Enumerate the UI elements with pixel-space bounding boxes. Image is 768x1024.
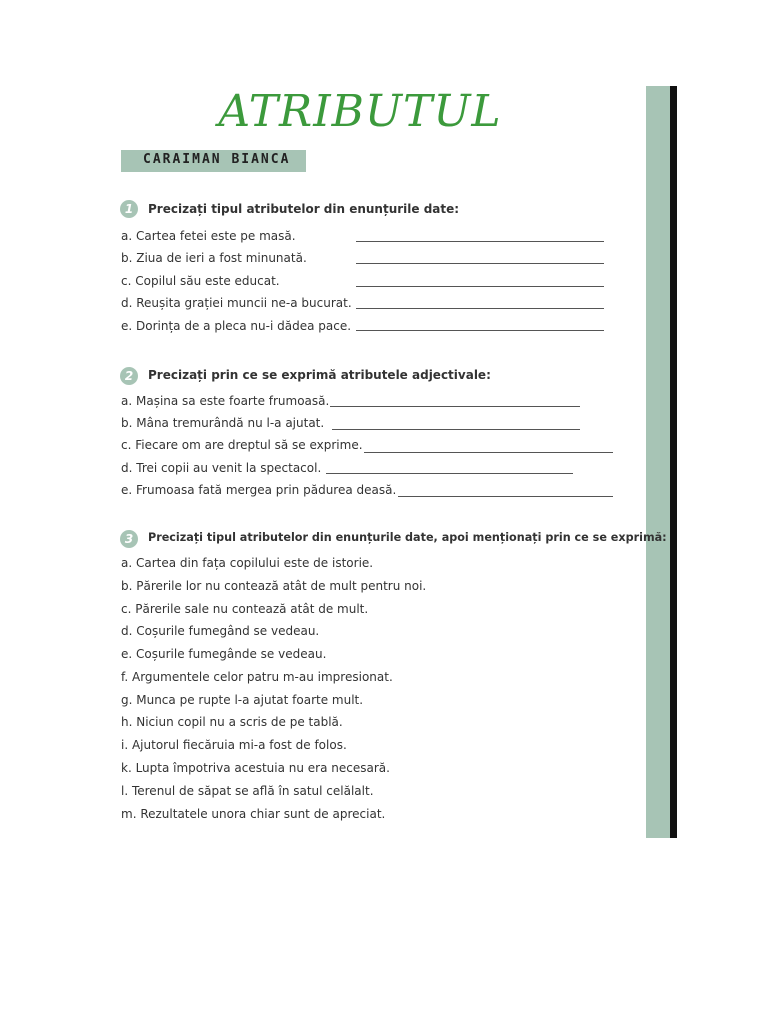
exercise-3-item: l. Terenul de săpat se află în satul celălalt. — [121, 784, 374, 798]
exercise-3-number-badge: 3 — [120, 530, 138, 548]
exercise-3-item: a. Cartea din fața copilului este de istorie. — [121, 556, 374, 570]
exercise-1-item: a. Cartea fetei este pe masă. — [121, 229, 296, 243]
exercise-1-item: e. Dorința de a pleca nu-i dădea pace. — [121, 319, 352, 333]
side-decoration-green — [646, 86, 670, 838]
exercise-3-item: i. Ajutorul fiecăruia mi-a fost de folos. — [121, 738, 347, 752]
exercise-1-heading: Precizați tipul atributelor din enunțurile date: — [148, 202, 460, 216]
exercise-1-answer-line[interactable] — [356, 330, 604, 331]
exercise-2-answer-line[interactable] — [326, 473, 573, 474]
exercise-2-number-badge: 2 — [120, 367, 138, 385]
exercise-1-answer-line[interactable] — [356, 308, 604, 309]
exercise-1-answer-line[interactable] — [356, 263, 604, 264]
exercise-3-item: g. Munca pe rupte l-a ajutat foarte mult. — [121, 693, 364, 707]
exercise-2-answer-line[interactable] — [398, 496, 613, 497]
exercise-3-item: h. Niciun copil nu a scris de pe tablă. — [121, 715, 343, 729]
author-name: CARAIMAN BIANCA — [143, 152, 291, 167]
exercise-2-item: e. Frumoasa fată mergea prin pădurea deasă. — [121, 483, 397, 497]
exercise-1-item: c. Copilul său este educat. — [121, 274, 280, 288]
exercise-2-answer-line[interactable] — [332, 429, 580, 430]
page-title: ATRIBUTUL — [218, 86, 502, 137]
exercise-3-heading: Precizați tipul atributelor din enunțurile date, apoi menționați prin ce se exprimă: — [148, 531, 667, 544]
exercise-3-item: d. Coșurile fumegând se vedeau. — [121, 624, 320, 638]
exercise-2-item: a. Mașina sa este foarte frumoasă. — [121, 394, 330, 408]
exercise-1-number-badge: 1 — [120, 200, 138, 218]
exercise-3-item: e. Coșurile fumegânde se vedeau. — [121, 647, 327, 661]
exercise-3-item: k. Lupta împotriva acestuia nu era necesară. — [121, 761, 390, 775]
exercise-3-item: f. Argumentele celor patru m-au impresionat. — [121, 670, 393, 684]
exercise-1-item: b. Ziua de ieri a fost minunată. — [121, 251, 307, 265]
exercise-1-item: d. Reușita grației muncii ne-a bucurat. — [121, 296, 352, 310]
exercise-2-item: d. Trei copii au venit la spectacol. — [121, 461, 322, 475]
side-decoration-black — [670, 86, 677, 838]
exercise-1-answer-line[interactable] — [356, 241, 604, 242]
exercise-2-heading: Precizați prin ce se exprimă atributele adjectivale: — [148, 368, 491, 382]
exercise-2-item: c. Fiecare om are dreptul să se exprime. — [121, 438, 363, 452]
exercise-3-item: b. Părerile lor nu contează atât de mult pentru noi. — [121, 579, 427, 593]
exercise-3-item: c. Părerile sale nu contează atât de mult. — [121, 602, 369, 616]
exercise-2-answer-line[interactable] — [364, 452, 613, 453]
exercise-3-item: m. Rezultatele unora chiar sunt de apreciat. — [121, 807, 386, 821]
exercise-2-item: b. Mâna tremurândă nu l-a ajutat. — [121, 416, 325, 430]
exercise-2-answer-line[interactable] — [330, 406, 580, 407]
exercise-1-answer-line[interactable] — [356, 286, 604, 287]
